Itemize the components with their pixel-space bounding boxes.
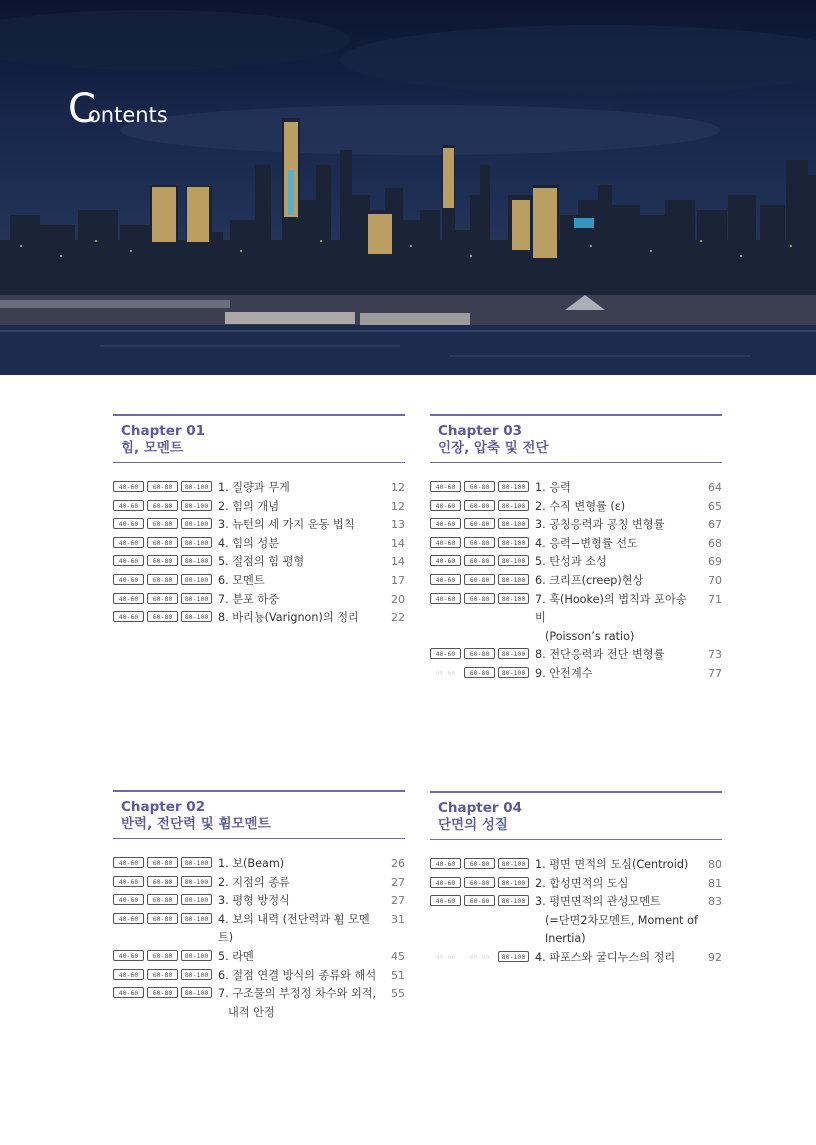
toc-entry-text [535,949,698,968]
toc-entry[interactable] [113,985,405,1022]
difficulty-tag: 60-80 [147,518,178,529]
difficulty-tag: 60-80 [464,555,495,566]
difficulty-tag: 40-60 [430,648,461,659]
page-number: 83 [708,895,722,909]
difficulty-tag: 80-100 [181,481,212,492]
toc-entry-title: 4. 응력−변형률 선도 [535,536,638,550]
difficulty-tag: 40-60 [113,969,144,980]
toc-entry[interactable] [430,893,722,949]
difficulty-tag: 60-80 [464,537,495,548]
toc-entry[interactable] [113,892,405,911]
toc-entry-title: 6. 크리프(creep)현상 [535,573,644,587]
toc-entry-text [535,553,698,572]
toc-entry[interactable] [430,498,722,517]
toc-entry-text [218,985,381,1022]
difficulty-tag: 40-60 [113,913,144,924]
difficulty-tags [113,572,218,585]
chapter-number: Chapter 03 [438,423,523,439]
difficulty-tag: 60-80 [464,648,495,659]
difficulty-tags [430,856,535,869]
difficulty-tag: 40-60 [113,500,144,511]
page-number: 51 [391,968,405,982]
difficulty-tag: 40-60 [430,858,461,869]
toc-entry[interactable] [113,948,405,967]
toc-entry-title: 6. 절점 연결 방식의 종류와 해석 [218,968,377,982]
difficulty-tag: 40-60 [430,537,461,548]
chapter-number: Chapter 04 [438,800,523,816]
page-number: 20 [391,592,405,606]
chapter-title: 힘, 모멘트 [121,440,183,456]
chapter-header [113,414,405,463]
toc-entry[interactable] [113,572,405,591]
difficulty-tag: 60-80 [147,537,178,548]
page-number: 17 [391,573,405,587]
difficulty-tags [113,892,218,905]
page-number: 13 [391,518,405,532]
toc-entry-title: 3. 공칭응력과 공칭 변형률 [535,518,665,532]
difficulty-tag: 60-80 [147,950,178,961]
toc-entry-title: 4. 파포스와 굴디누스의 정리 [535,950,676,964]
chapter-section-02 [113,790,405,1022]
difficulty-tag: 80-100 [181,500,212,511]
difficulty-tag: 40-60 [113,481,144,492]
difficulty-tag: 60-80 [464,500,495,511]
difficulty-tag: 40-60 [113,593,144,604]
page-number: 27 [391,894,405,908]
difficulty-tag: 60-80 [147,611,178,622]
toc-entry[interactable] [430,646,722,665]
difficulty-tags [113,967,218,980]
toc-entry[interactable] [113,874,405,893]
page-number: 69 [708,555,722,569]
toc-entry-text [535,646,698,665]
difficulty-tag: 80-100 [181,913,212,924]
toc-entry-title: 8. 전단응력과 전단 변형률 [535,648,665,662]
page-number: 12 [391,499,405,513]
difficulty-tag: 80-100 [498,858,529,869]
page-number: 22 [391,611,405,625]
toc-entry-title-continued: (Poisson’s ratio) [545,629,635,643]
toc-entry-title: 3. 평면면적의 관성모멘트 [535,895,661,909]
difficulty-tags [430,498,535,511]
difficulty-tag: 40-60 [113,611,144,622]
toc-entry-text [535,875,698,894]
difficulty-tag: 80-100 [498,537,529,548]
difficulty-tag: 40-60 [113,894,144,905]
difficulty-tag: 60-80 [464,593,495,604]
difficulty-tags [430,665,535,678]
toc-entry-text [218,498,381,517]
chapter-section-04 [430,791,722,968]
toc-entry-title: 4. 보의 내력 (전단력과 휨 모멘트) [218,912,370,945]
difficulty-tags [430,875,535,888]
difficulty-tag: 80-100 [498,667,529,678]
chapter-header [430,791,722,840]
toc-entry[interactable] [430,535,722,554]
difficulty-tag: 60-80 [147,876,178,887]
toc-entry[interactable] [113,553,405,572]
toc-entry-text [218,874,381,893]
difficulty-tag: 60-80 [464,518,495,529]
page-number: 55 [391,987,405,1001]
difficulty-tag: 80-100 [498,500,529,511]
difficulty-tags [430,591,535,604]
difficulty-tags [113,498,218,511]
difficulty-tag: 60-80 [464,574,495,585]
difficulty-tag: 80-100 [498,555,529,566]
difficulty-tag: 80-100 [498,877,529,888]
difficulty-tag: 40-60 [430,555,461,566]
difficulty-tags [113,911,218,924]
chapter-title: 반력, 전단력 및 휨모멘트 [121,816,271,832]
difficulty-tag: 40-60 [113,987,144,998]
chapter-section-03 [430,414,722,684]
city-skyline-illustration [0,0,816,375]
toc-entry-text [535,893,698,949]
page-number: 68 [708,536,722,550]
difficulty-tag: 40-60 [113,950,144,961]
difficulty-tag: 80-100 [181,574,212,585]
toc-entry-title: 7. 훅(Hooke)의 법칙과 포아송 비 [535,592,687,625]
difficulty-tag: 80-100 [181,555,212,566]
toc-entry[interactable] [430,875,722,894]
toc-entry-title: 1. 평면 면적의 도심(Centroid) [535,858,689,871]
toc-entry-title-continued: (=단면2차모멘트, Moment of [545,913,698,927]
difficulty-tag: 60-80 [147,593,178,604]
page-number: 81 [708,876,722,890]
difficulty-tag: 40-60 [430,574,461,585]
toc-entry-text [218,911,381,948]
difficulty-tags [430,646,535,659]
difficulty-tag: 40-60 [113,518,144,529]
page-number: 45 [391,949,405,963]
toc-entry-title: 7. 분포 하중 [218,592,280,606]
toc-entry-text [218,948,381,967]
page-number: 65 [708,499,722,513]
difficulty-tag: 80-100 [498,593,529,604]
difficulty-tag: 40-60 [430,518,461,529]
difficulty-tag: 40-60 [113,876,144,887]
page-number: 14 [391,555,405,569]
toc-entry-title: 2. 합성면적의 도심 [535,876,629,890]
toc-entry-title: 3. 뉴턴의 세 가지 운동 법칙 [218,518,355,532]
difficulty-tags [113,535,218,548]
toc-entry[interactable] [113,591,405,610]
difficulty-tag: 60-80 [464,667,495,678]
toc-entry[interactable] [430,949,722,968]
difficulty-tag: 60-80 [464,858,495,869]
difficulty-tag: 60-80 [147,913,178,924]
difficulty-tags [430,535,535,548]
difficulty-tags [113,985,218,998]
difficulty-tag: 80-100 [498,951,529,962]
toc-entry[interactable] [430,553,722,572]
toc-entry[interactable] [113,967,405,986]
difficulty-tag: 40-60 [435,952,456,961]
difficulty-tags [430,572,535,585]
difficulty-tags [113,609,218,622]
difficulty-tags [113,855,218,868]
contents-title-rest: ontents [87,103,168,127]
toc-entry-title: 3. 평형 방정식 [218,894,290,908]
difficulty-tag: 40-60 [430,895,461,906]
toc-entry-text [218,479,381,498]
difficulty-tag: 80-100 [181,857,212,868]
difficulty-tag: 80-100 [181,894,212,905]
difficulty-tag: 80-100 [498,481,529,492]
difficulty-tag: 60-80 [147,500,178,511]
difficulty-tag: 40-60 [430,500,461,511]
page-number: 12 [391,481,405,494]
toc-entry-title: 1. 질량과 무게 [218,481,290,494]
difficulty-tag: 80-100 [498,895,529,906]
contents-title [68,86,175,132]
difficulty-tag: 40-60 [435,668,456,677]
page-number: 71 [708,592,722,606]
toc-entry-title: 8. 바리뇽(Varignon)의 정리 [218,611,359,625]
difficulty-tag: 80-100 [181,950,212,961]
difficulty-tags [430,949,535,962]
page-number: 92 [708,950,722,964]
difficulty-tag: 80-100 [181,611,212,622]
page-number: 64 [708,481,722,494]
toc-entry-text [535,665,698,684]
page-number: 26 [391,857,405,870]
toc-entry[interactable] [113,855,405,874]
difficulty-tag: 40-60 [113,574,144,585]
toc-entry[interactable] [113,516,405,535]
contents-title-cap: C [68,86,95,132]
difficulty-tag: 40-60 [430,877,461,888]
difficulty-tag: 40-60 [430,481,461,492]
difficulty-tag: 60-80 [464,481,495,492]
page-number: 73 [708,648,722,662]
chapter-title: 인장, 압축 및 전단 [438,440,549,456]
toc-entry-title: 5. 라멘 [218,949,254,963]
difficulty-tag: 80-100 [181,537,212,548]
toc-entry-text [218,892,381,911]
toc-entry-text [218,572,381,591]
page-number: 77 [708,666,722,680]
toc-entry-text [535,856,698,875]
difficulty-tag: 80-100 [181,518,212,529]
toc-entry-text [535,535,698,554]
toc-list [113,479,405,628]
toc-entry-title: 7. 구조물의 부정정 차수와 외적, [218,987,377,1001]
toc-entry[interactable] [113,911,405,948]
toc-entry-title: 1. 보(Beam) [218,857,285,870]
difficulty-tag: 80-100 [498,574,529,585]
difficulty-tag: 60-80 [147,481,178,492]
difficulty-tag: 60-80 [464,877,495,888]
difficulty-tag: 60-80 [147,969,178,980]
toc-entry[interactable] [113,609,405,628]
difficulty-tag: 80-100 [181,593,212,604]
difficulty-tag: 40-60 [430,593,461,604]
page-number: 80 [708,858,722,871]
difficulty-tag: 60-80 [147,555,178,566]
toc-list [430,856,722,968]
chapter-title: 단면의 성질 [438,817,508,833]
difficulty-tag: 80-100 [181,876,212,887]
difficulty-tags [430,893,535,906]
difficulty-tag: 40-60 [113,857,144,868]
chapter-header [430,414,722,463]
toc-entry-title: 2. 힘의 개념 [218,499,280,513]
toc-entry[interactable] [430,572,722,591]
page-number: 14 [391,536,405,550]
page-number: 31 [391,912,405,926]
toc-entry-title: 2. 수직 변형률 (ε) [535,499,626,513]
difficulty-tag: 60-80 [469,952,490,961]
chapter-header [113,790,405,839]
difficulty-tags [113,516,218,529]
difficulty-tags [430,553,535,566]
difficulty-tag: 60-80 [147,857,178,868]
difficulty-tag: 60-80 [147,574,178,585]
toc-list [430,479,722,684]
toc-entry-title: 4. 힘의 성분 [218,536,280,550]
toc-entry-text [218,516,381,535]
toc-entry[interactable] [113,479,405,498]
toc-entry-title-continued: Inertia) [545,932,586,946]
chapter-number: Chapter 01 [121,423,206,439]
toc-entry-title-continued: 내적 안정 [228,1005,275,1019]
difficulty-tag: 40-60 [113,555,144,566]
toc-list [113,855,405,1022]
toc-entry[interactable] [430,479,722,498]
difficulty-tags [430,479,535,492]
difficulty-tags [113,479,218,492]
toc-entry-title: 6. 모멘트 [218,573,265,587]
toc-entry-title: 2. 지점의 종류 [218,875,290,889]
toc-entry-text [218,609,381,628]
difficulty-tag: 80-100 [181,969,212,980]
difficulty-tag: 80-100 [181,987,212,998]
toc-entry-title: 9. 안전계수 [535,666,593,680]
toc-entry-text [218,855,381,874]
toc-entry-text [218,535,381,554]
toc-entry-text [535,516,698,535]
toc-entry-text [535,498,698,517]
difficulty-tag: 60-80 [147,894,178,905]
page-number: 27 [391,875,405,889]
toc-entry[interactable] [113,498,405,517]
toc-entry[interactable] [430,591,722,647]
toc-entry-title: 1. 응력 [535,481,571,494]
difficulty-tags [430,516,535,529]
toc-entry[interactable] [430,516,722,535]
difficulty-tag: 80-100 [498,648,529,659]
page-number: 67 [708,518,722,532]
difficulty-tag: 80-100 [498,518,529,529]
page-number: 70 [708,573,722,587]
difficulty-tag: 40-60 [113,537,144,548]
toc-entry[interactable] [430,856,722,875]
toc-entry-title: 5. 절점의 힘 평형 [218,555,305,569]
toc-entry-text [535,591,698,647]
difficulty-tags [113,948,218,961]
toc-entry-text [218,553,381,572]
toc-entry-text [535,572,698,591]
difficulty-tag: 60-80 [147,987,178,998]
toc-entry-title: 5. 탄성과 소성 [535,555,607,569]
toc-entry[interactable] [430,665,722,684]
chapter-section-01 [113,414,405,628]
difficulty-tags [113,591,218,604]
toc-entry-text [218,591,381,610]
toc-entry-text [535,479,698,498]
difficulty-tag: 60-80 [464,895,495,906]
hero-image [0,0,816,375]
toc-entry[interactable] [113,535,405,554]
toc-entry-text [218,967,381,986]
difficulty-tags [113,874,218,887]
difficulty-tags [113,553,218,566]
chapter-number: Chapter 02 [121,799,206,815]
